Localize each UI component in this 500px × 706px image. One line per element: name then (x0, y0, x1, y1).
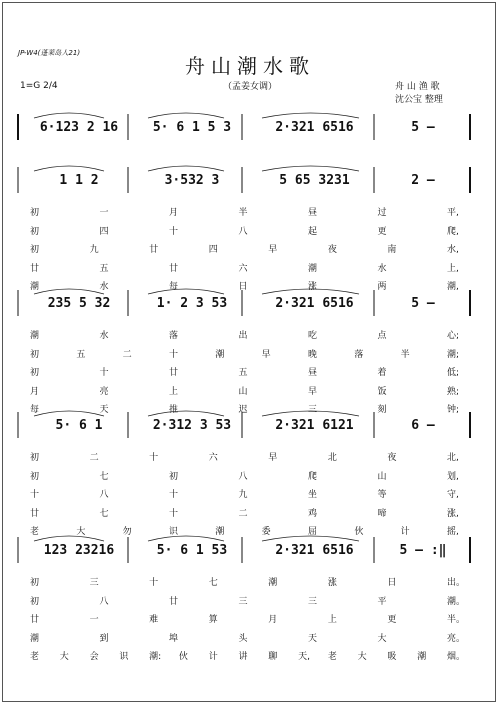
lyric-syllable: 伙 (354, 527, 364, 537)
lyric-line (18, 261, 478, 275)
slur-mark (148, 166, 224, 171)
lyric-syllable: 十 (149, 453, 159, 463)
lyric-syllable: 廿 (169, 368, 179, 378)
slur-mark (262, 536, 359, 541)
lyric-syllable: 爬 (308, 471, 318, 482)
lyric-syllable: 坐 (308, 490, 318, 500)
lyric-syllable: 七 (99, 508, 109, 519)
lyric-syllable: 大 (59, 652, 69, 662)
measure-notes: 5 – (411, 296, 435, 311)
lyric-line (18, 328, 478, 342)
lyric-syllable: 早 (268, 245, 278, 255)
lyric-syllable: 头 (238, 633, 248, 644)
credit-arranger: 沈公宝 整理 (395, 95, 443, 105)
lyric-syllable: 亮。 (447, 633, 466, 644)
measure-notes: 2·312 3 53 (152, 418, 232, 433)
lyric-syllable: 埠 (169, 633, 179, 644)
lyric-syllable: 半。 (447, 615, 466, 625)
lyric-syllable: 划, (447, 471, 459, 482)
lyric-syllable: 七 (99, 471, 109, 482)
lyric-syllable: 十 (169, 490, 179, 500)
lyric-syllable: 三 (89, 578, 99, 588)
lyric-syllable: 更 (377, 226, 387, 237)
lyric-syllable: 每 (30, 405, 40, 415)
lyric-syllable: 上 (327, 615, 337, 625)
lyric-syllable: 潮 (30, 331, 40, 341)
lyric-syllable: 每 (169, 282, 179, 292)
lyric-syllable: 六 (208, 453, 218, 463)
lyric-syllable: 北, (447, 453, 459, 463)
lyric-syllable: 十 (169, 508, 179, 519)
lyric-syllable: 潮。 (447, 596, 466, 607)
lyric-line (18, 384, 478, 398)
lyric-syllable: 廿 (30, 615, 40, 625)
lyric-syllable: 三 (238, 596, 248, 607)
lyric-syllable: 半 (238, 208, 248, 218)
lyric-syllable: 刻 (377, 405, 387, 415)
lyric-syllable: 啼 (377, 508, 387, 519)
lyric-syllable: 八 (99, 596, 109, 607)
slur-mark (34, 289, 104, 294)
lyric-syllable: 初 (169, 471, 179, 482)
lyric-syllable: 日 (387, 578, 397, 588)
lyric-syllable: 水 (99, 282, 109, 292)
slur-mark (34, 113, 104, 118)
lyric-syllable: 初 (30, 596, 40, 607)
lyric-syllable: 山 (377, 471, 387, 482)
lyric-syllable: 夜 (387, 453, 397, 463)
lyric-syllable: 识 (169, 527, 179, 537)
lyric-syllable: 老 (30, 652, 40, 662)
lyric-syllable: 老 (30, 527, 40, 537)
lyric-syllable: 初 (30, 349, 40, 360)
lyric-syllable: 平 (377, 596, 387, 607)
measure-notes: 5 – (411, 120, 435, 135)
lyric-syllable: 钟; (447, 405, 460, 415)
lyric-syllable: 勿 (122, 527, 132, 537)
lyric-syllable: 识 (119, 652, 129, 662)
lyric-syllable: 日 (238, 282, 248, 292)
lyric-syllable: 九 (238, 490, 248, 500)
lyric-syllable: 廿 (169, 263, 179, 274)
lyric-syllable: 十 (99, 368, 109, 378)
lyric-syllable: 讲 (238, 652, 248, 662)
lyric-syllable: 上, (447, 263, 459, 274)
slur-mark (262, 166, 359, 171)
lyric-syllable: 初 (30, 368, 40, 378)
lyric-syllable: 十 (149, 578, 159, 588)
lyric-syllable: 潮, (447, 282, 459, 292)
measure-notes: 5· 6 1 53 (156, 543, 228, 558)
lyric-syllable: 十 (30, 490, 40, 500)
lyric-syllable: 廿 (30, 508, 40, 519)
measure-notes: 1 1 2 (59, 173, 99, 188)
lyric-syllable: 大 (76, 527, 86, 537)
lyric-line (18, 450, 478, 464)
lyric-line (18, 242, 478, 256)
lyric-syllable: 潮 (308, 263, 318, 274)
lyric-syllable: 潮 (215, 349, 225, 360)
measure-notes: 1· 2 3 53 (156, 296, 228, 311)
song-title: 舟山潮水歌 (185, 54, 315, 78)
lyric-syllable: 昼 (308, 368, 318, 378)
lyric-syllable: 南 (387, 245, 397, 255)
lyric-syllable: 潮: (149, 652, 162, 662)
lyric-syllable: 半 (400, 349, 410, 360)
lyric-syllable: 落 (169, 331, 179, 341)
lyric-syllable: 计 (208, 652, 218, 662)
lyric-syllable: 夜 (327, 245, 337, 255)
lyric-syllable: 潮 (268, 578, 278, 588)
lyric-syllable: 推 (169, 405, 179, 415)
slur-mark (148, 289, 224, 294)
lyric-line (18, 649, 478, 663)
lyric-syllable: 初 (30, 208, 40, 218)
lyric-syllable: 早 (268, 453, 278, 463)
song-subtitle: （孟姜女调） (222, 82, 277, 92)
measure-notes: 2 – (411, 173, 435, 188)
lyric-syllable: 廿 (149, 245, 159, 255)
lyric-syllable: 老 (327, 652, 337, 662)
lyric-syllable: 潮 (30, 282, 40, 292)
lyric-syllable: 到 (99, 633, 109, 644)
lyric-syllable: 点 (377, 331, 387, 341)
lyric-syllable: 爬, (447, 226, 459, 237)
measure-notes: 5 – :‖ (399, 543, 447, 558)
lyric-syllable: 吃 (308, 331, 318, 341)
lyric-syllable: 四 (208, 245, 218, 255)
lyric-syllable: 涨, (447, 508, 459, 519)
lyric-syllable: 低; (447, 368, 460, 378)
lyric-syllable: 昼 (308, 208, 318, 218)
lyric-line (18, 224, 478, 238)
slur-mark (148, 411, 224, 416)
lyric-syllable: 初 (30, 578, 40, 588)
lyric-syllable: 九 (89, 245, 99, 255)
lyric-line (18, 594, 478, 608)
lyric-syllable: 心; (447, 331, 460, 341)
slur-mark (34, 411, 104, 416)
lyric-syllable: 着 (377, 368, 387, 378)
slur-mark (148, 113, 224, 118)
key-signature: 1=G 2/4 (20, 81, 58, 91)
lyric-syllable: 更 (387, 615, 397, 625)
measure-notes: 2·321 6516 (275, 296, 354, 311)
lyric-syllable: 过 (377, 208, 387, 218)
lyric-syllable: 鸡 (308, 508, 318, 519)
lyric-syllable: 晚 (308, 349, 318, 360)
lyric-syllable: 初 (30, 226, 40, 237)
lyric-syllable: 大 (357, 652, 367, 662)
measure-notes: 5· 6 1 (55, 418, 103, 433)
lyric-syllable: 迟 (238, 405, 248, 415)
lyric-syllable: 月 (268, 615, 278, 625)
lyric-line (18, 365, 478, 379)
measure-notes: 2·321 6121 (275, 418, 354, 433)
slur-mark (34, 166, 104, 171)
lyric-syllable: 算 (208, 615, 218, 625)
measure-notes: 2·321 6516 (275, 120, 354, 135)
measure-notes: 5 65 3231 (279, 173, 350, 188)
lyric-syllable: 初 (30, 453, 40, 463)
lyric-syllable: 十 (169, 349, 179, 360)
lyric-syllable: 十 (169, 226, 179, 237)
lyric-syllable: 八 (238, 471, 248, 482)
measure-notes: 6·123 2 16 (39, 120, 119, 135)
lyric-syllable: 难 (149, 615, 159, 625)
lyric-syllable: 潮 (417, 652, 427, 662)
lyric-syllable: 摇, (447, 527, 459, 537)
lyric-syllable: 上 (169, 386, 179, 397)
lyric-syllable: 六 (238, 263, 248, 274)
lyric-syllable: 聊 (268, 652, 278, 662)
lyric-syllable: 月 (30, 386, 40, 397)
lyric-syllable: 早 (308, 386, 318, 397)
lyric-syllable: 二 (238, 508, 248, 519)
lyric-line (18, 506, 478, 520)
credit-source: 舟 山 渔 歌 (395, 82, 440, 92)
lyric-syllable: 三 (308, 405, 318, 415)
lyric-line (18, 469, 478, 483)
lyric-syllable: 北 (327, 453, 337, 463)
lyric-syllable: 山 (238, 386, 248, 397)
lyric-syllable: 天 (308, 633, 318, 644)
lyric-syllable: 落 (354, 349, 364, 360)
lyric-syllable: 计 (400, 527, 410, 537)
lyric-syllable: 起 (308, 226, 318, 237)
lyric-line (18, 347, 478, 361)
doc-code: JP-W4(蓬莱岛人21) (18, 49, 81, 57)
lyric-syllable: 水, (447, 245, 459, 255)
lyric-syllable: 委 (261, 527, 271, 537)
lyric-syllable: 三 (308, 596, 318, 607)
lyric-line (18, 631, 478, 645)
lyric-syllable: 出。 (447, 578, 466, 588)
lyric-syllable: 一 (89, 615, 99, 625)
lyric-syllable: 水 (377, 263, 387, 274)
measure-notes: 3·532 3 (164, 173, 220, 188)
lyric-syllable: 七 (208, 578, 218, 588)
slur-mark (262, 411, 359, 416)
slur-mark (262, 289, 359, 294)
lyric-syllable: 出 (238, 331, 248, 341)
lyric-line (18, 205, 478, 219)
lyric-line (18, 575, 478, 589)
lyric-syllable: 一 (99, 208, 109, 218)
lyric-syllable: 亮 (99, 386, 109, 397)
lyric-syllable: 涨 (308, 282, 318, 292)
lyric-syllable: 伙 (178, 652, 188, 662)
slur-mark (34, 536, 104, 541)
measure-notes: 123 23216 (43, 543, 115, 558)
lyric-syllable: 五 (76, 349, 86, 360)
lyric-syllable: 等 (377, 490, 387, 500)
measure-notes: 235 5 32 (47, 296, 111, 311)
lyric-syllable: 屈 (308, 527, 318, 537)
lyric-syllable: 吸 (387, 652, 397, 662)
lyric-syllable: 会 (89, 652, 99, 662)
lyric-syllable: 水 (99, 331, 109, 341)
lyric-syllable: 二 (122, 349, 132, 360)
lyric-syllable: 五 (238, 368, 248, 378)
lyric-syllable: 涨 (327, 578, 337, 588)
lyric-syllable: 月 (169, 208, 179, 218)
lyric-line (18, 612, 478, 626)
lyric-syllable: 八 (238, 226, 248, 237)
lyric-line (18, 487, 478, 501)
lyric-syllable: 潮; (447, 349, 460, 360)
lyric-syllable: 八 (99, 490, 109, 500)
lyric-syllable: 初 (30, 245, 40, 255)
lyric-syllable: 廿 (169, 596, 179, 607)
lyric-syllable: 熟; (447, 386, 460, 397)
lyric-syllable: 五 (99, 263, 109, 274)
slur-mark (148, 536, 224, 541)
lyric-syllable: 饭 (377, 386, 387, 397)
lyric-syllable: 天 (99, 405, 109, 415)
lyric-syllable: 天, (298, 652, 310, 662)
lyric-syllable: 平, (447, 208, 459, 218)
lyric-syllable: 初 (30, 471, 40, 482)
measure-notes: 6 – (411, 418, 435, 433)
lyric-syllable: 四 (99, 226, 109, 237)
lyric-syllable: 二 (89, 453, 99, 463)
lyric-syllable: 守, (447, 490, 459, 500)
lyric-syllable: 潮 (215, 527, 225, 537)
lyric-syllable: 大 (377, 633, 387, 644)
lyric-syllable: 烟。 (447, 652, 466, 662)
slur-mark (262, 113, 359, 118)
measure-notes: 5· 6 1 5 3 (152, 120, 232, 135)
lyric-syllable: 两 (377, 282, 387, 292)
measure-notes: 2·321 6516 (275, 543, 354, 558)
lyric-syllable: 潮 (30, 633, 40, 644)
lyric-syllable: 廿 (30, 263, 40, 274)
lyric-syllable: 早 (261, 349, 271, 360)
